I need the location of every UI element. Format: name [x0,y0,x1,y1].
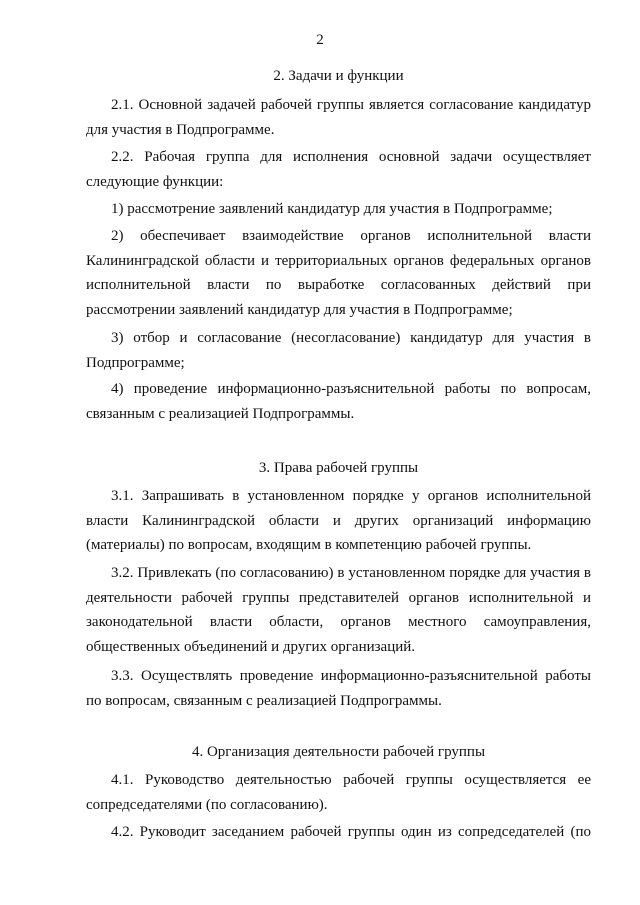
page-number: 2 [316,32,324,48]
paragraph-4-1: 4.1. Руководство деятельностью рабочей группы осуществляется ее сопредседателями (по согласованию). [86,772,591,813]
paragraph-3-1: 3.1. Запрашивать в установленном порядке у органов исполнительной власти Калининградской области и других организаций информацию (материалы) по вопросам, входящим в компетенцию рабочей группы. [86,488,591,553]
paragraph-2-1: 2.1. Основной задачей рабочей группы является согласование кандидатур для участия в Подпрограмме. [86,97,591,138]
paragraph-4-2: 4.2. Руководит заседанием рабочей группы один из сопредседателей (по [111,824,591,840]
list-item-function-4: 4) проведение информационно-разъяснительной работы по вопросам, связанным с реализацией Подпрограммы. [86,381,591,422]
paragraph-2-2: 2.2. Рабочая группа для исполнения основной задачи осуществляет следующие функции: [86,149,591,190]
paragraph-3-2: 3.2. Привлекать (по согласованию) в установленном порядке для участия в деятельности рабочей группы представителей органов исполнительной и законодательной власти области, органов местного самоуправления, общественных объединений и других организаций. [86,565,591,655]
list-item-function-1: 1) рассмотрение заявлений кандидатур для участия в Подпрограмме; [111,201,553,217]
list-item-function-2: 2) обеспечивает взаимодействие органов исполнительной власти Калининградской области и территориальных органов федеральных органов исполнительной власти по выработке согласованных действий при рассмотрении заявлений кандидатур для участия в Подпрограмме; [86,228,591,318]
section-heading-organization: 4. Организация деятельности рабочей группы [191,744,486,760]
section-heading-rights: 3. Права рабочей группы [258,460,419,476]
list-item-function-3: 3) отбор и согласование (несогласование) кандидатур для участия в Подпрограмме; [86,330,591,371]
section-heading-tasks: 2. Задачи и функции [273,68,404,84]
paragraph-3-3: 3.3. Осуществлять проведение информационно-разъяснительной работы по вопросам, связанным с реализацией Подпрограммы. [86,668,591,709]
